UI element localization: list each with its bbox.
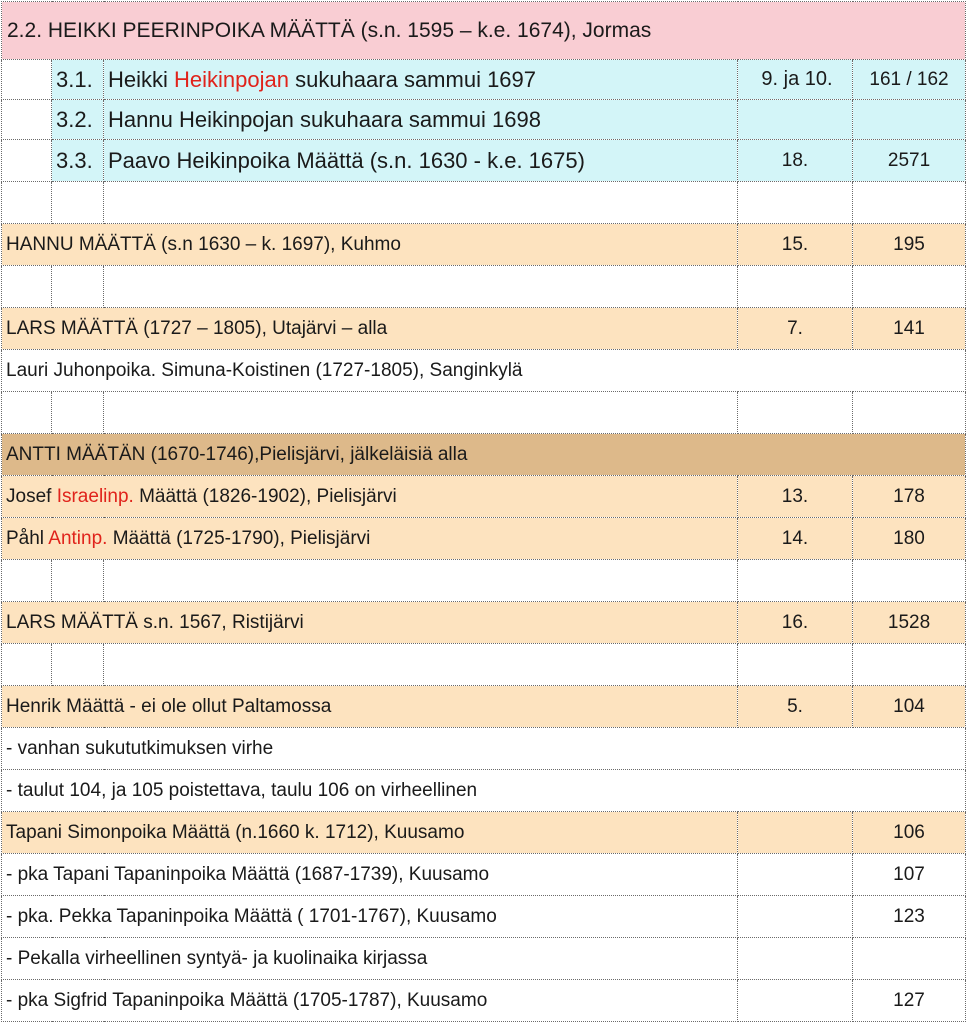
chapter-number: 18. [738,140,853,182]
page-number: 141 [853,308,966,350]
chapter-number: 15. [738,224,853,266]
entry-note: - Pekalla virheellinen syntyä- ja kuolinaika kirjassa [2,938,738,980]
empty-row [2,392,966,434]
table-row [2,602,966,644]
entry-note: Lauri Juhonpoika. Simuna-Koistinen (1727-1805), Sanginkylä [2,350,966,392]
entry-title: - pka. Pekka Tapaninpoika Määttä ( 1701-1767), Kuusamo [2,896,738,938]
entry-title: - pka Sigfrid Tapaninpoika Määttä (1705-1787), Kuusamo [2,980,738,1022]
table-row [2,308,966,350]
entry-title: HANNU MÄÄTTÄ (s.n 1630 – k. 1697), Kuhmo [2,224,738,266]
empty-row [2,266,966,308]
entry-title: Tapani Simonpoika Määttä (n.1660 k. 1712), Kuusamo [2,812,738,854]
empty-row [2,560,966,602]
table-row [2,518,966,560]
table-row [2,980,966,1022]
table-row [2,938,966,980]
section-heading-antti: ANTTI MÄÄTÄN (1670-1746),Pielisjärvi, jälkeläisiä alla [2,434,966,476]
page-number: 2571 [853,140,966,182]
chapter-number: 13. [738,476,853,518]
page-number: 161 / 162 [853,60,966,100]
entry-note: - vanhan sukututkimuksen virhe [2,728,966,770]
table-row [2,350,966,392]
entry-title: Henrik Määttä - ei ole ollut Paltamossa [2,686,738,728]
highlight-name: Antinp. [48,527,108,549]
table-row [2,854,966,896]
table-row [2,728,966,770]
chapter-number: 5. [738,686,853,728]
table-row [2,476,966,518]
entry-note: - taulut 104, ja 105 poistettava, taulu 106 on virheellinen [2,770,966,812]
table-row [2,60,966,100]
page-number: 1528 [853,602,966,644]
entry-title: LARS MÄÄTTÄ (1727 – 1805), Utajärvi – alla [2,308,738,350]
chapter-number: 7. [738,308,853,350]
table-row [2,2,966,60]
table-row [2,100,966,140]
page-number: 106 [853,812,966,854]
page-number: 180 [853,518,966,560]
entry-title: - pka Tapani Tapaninpoika Määttä (1687-1739), Kuusamo [2,854,738,896]
page-number: 123 [853,896,966,938]
empty-row [2,182,966,224]
subsection-title: Heikki Heikinpojan sukuhaara sammui 1697 [104,60,738,100]
page-number: 195 [853,224,966,266]
page-number: 127 [853,980,966,1022]
subsection-number: 3.3. [52,140,104,182]
page-number: 107 [853,854,966,896]
table-row [2,224,966,266]
entry-title: LARS MÄÄTTÄ s.n. 1567, Ristijärvi [2,602,738,644]
chapter-number: 14. [738,518,853,560]
chapter-number: 9. ja 10. [738,60,853,100]
table-row [2,896,966,938]
highlight-name: Israelinp. [56,485,134,507]
page-number: 104 [853,686,966,728]
heading-heikki: 2.2. HEIKKI PEERINPOIKA MÄÄTTÄ (s.n. 1595 – k.e. 1674), Jormas [2,2,966,60]
table-row [2,434,966,476]
table-row [2,770,966,812]
table-row [2,140,966,182]
genealogy-table [1,1,966,1022]
entry-title: Påhl Antinp. Määttä (1725-1790), Pielisjärvi [2,518,738,560]
chapter-number: 16. [738,602,853,644]
table-row [2,812,966,854]
subsection-number: 3.2. [52,100,104,140]
highlight-name: Heikinpojan [174,66,289,92]
table-row [2,686,966,728]
page-number: 178 [853,476,966,518]
subsection-number: 3.1. [52,60,104,100]
empty-row [2,644,966,686]
subsection-title: Paavo Heikinpoika Määttä (s.n. 1630 - k.e. 1675) [104,140,738,182]
entry-title: Josef Israelinp. Määttä (1826-1902), Pielisjärvi [2,476,738,518]
subsection-title: Hannu Heikinpojan sukuhaara sammui 1698 [104,100,738,140]
